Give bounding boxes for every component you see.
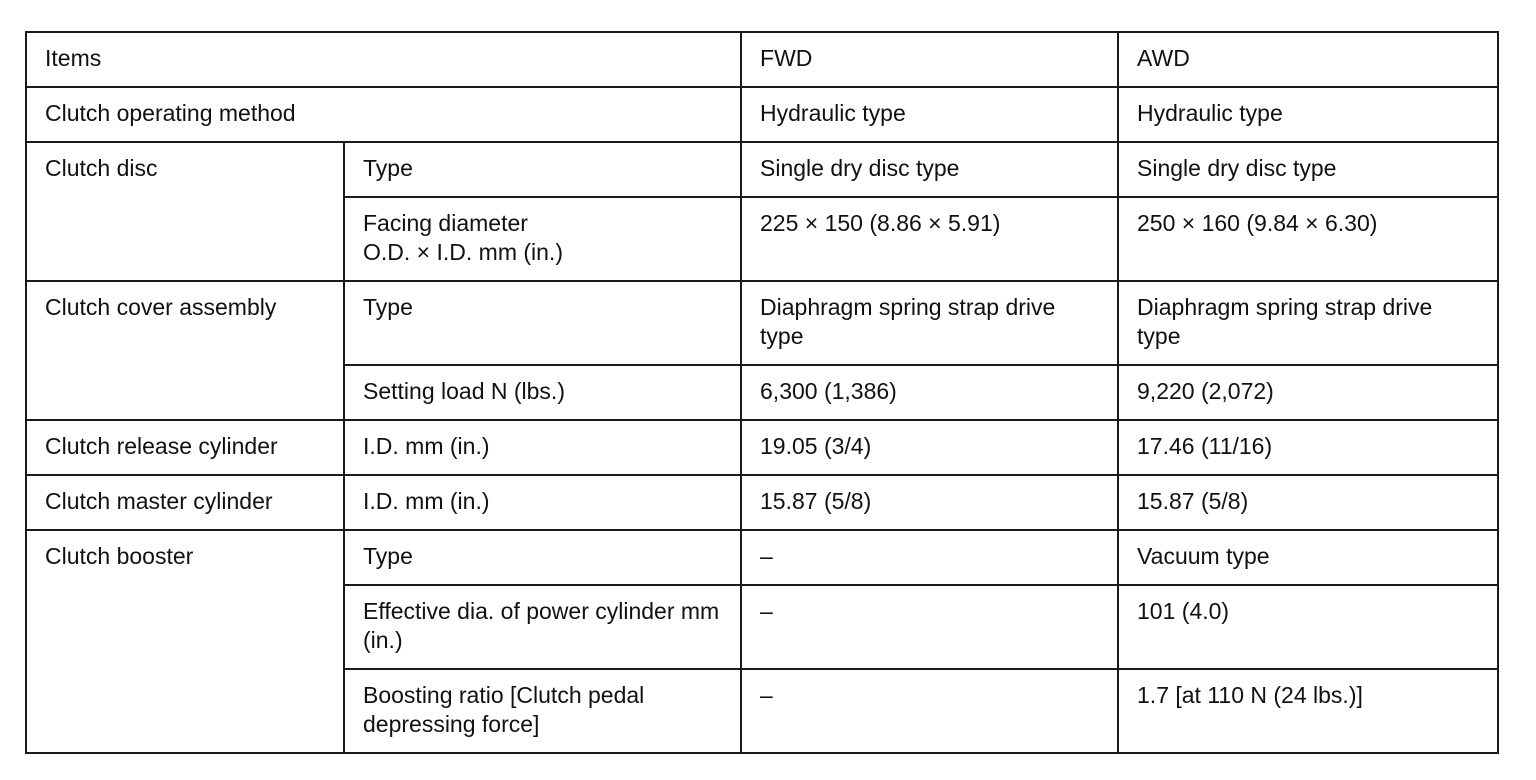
setting-load-awd: 9,220 (2,072) [1118, 365, 1498, 420]
master-cylinder-awd: 15.87 (5/8) [1118, 475, 1498, 530]
table-row [26, 142, 1498, 197]
clutch-disc-label: Clutch disc [26, 142, 344, 281]
master-cylinder-fwd: 15.87 (5/8) [741, 475, 1118, 530]
clutch-specifications-table [25, 31, 1499, 754]
booster-type-label: Type [344, 530, 741, 585]
operating-method-label: Clutch operating method [26, 87, 741, 142]
effective-dia-label: Effective dia. of power cylinder mm (in.) [344, 585, 741, 669]
fwd-header: FWD [741, 32, 1118, 87]
booster-label: Clutch booster [26, 530, 344, 753]
master-cylinder-label: Clutch master cylinder [26, 475, 344, 530]
booster-type-fwd: – [741, 530, 1118, 585]
table-row [26, 420, 1498, 475]
clutch-disc-type-label: Type [344, 142, 741, 197]
clutch-disc-type-fwd: Single dry disc type [741, 142, 1118, 197]
release-cylinder-sub: I.D. mm (in.) [344, 420, 741, 475]
operating-method-fwd: Hydraulic type [741, 87, 1118, 142]
table-row [26, 475, 1498, 530]
header-row [26, 32, 1498, 87]
boosting-ratio-awd: 1.7 [at 110 N (24 lbs.)] [1118, 669, 1498, 753]
facing-diameter-label: Facing diameter O.D. × I.D. mm (in.) [344, 197, 741, 281]
master-cylinder-sub: I.D. mm (in.) [344, 475, 741, 530]
facing-diameter-fwd: 225 × 150 (8.86 × 5.91) [741, 197, 1118, 281]
cover-assembly-label: Clutch cover assembly [26, 281, 344, 420]
setting-load-fwd: 6,300 (1,386) [741, 365, 1118, 420]
table-row [26, 530, 1498, 585]
operating-method-awd: Hydraulic type [1118, 87, 1498, 142]
cover-type-fwd: Diaphragm spring strap drive type [741, 281, 1118, 365]
items-header: Items [26, 32, 741, 87]
awd-header: AWD [1118, 32, 1498, 87]
boosting-ratio-label: Boosting ratio [Clutch pedal depressing force] [344, 669, 741, 753]
release-cylinder-awd: 17.46 (11/16) [1118, 420, 1498, 475]
boosting-ratio-fwd: – [741, 669, 1118, 753]
effective-dia-fwd: – [741, 585, 1118, 669]
cover-type-label: Type [344, 281, 741, 365]
booster-type-awd: Vacuum type [1118, 530, 1498, 585]
facing-diameter-awd: 250 × 160 (9.84 × 6.30) [1118, 197, 1498, 281]
release-cylinder-label: Clutch release cylinder [26, 420, 344, 475]
cover-type-awd: Diaphragm spring strap drive type [1118, 281, 1498, 365]
table-row [26, 281, 1498, 365]
release-cylinder-fwd: 19.05 (3/4) [741, 420, 1118, 475]
clutch-disc-type-awd: Single dry disc type [1118, 142, 1498, 197]
table-row [26, 87, 1498, 142]
setting-load-label: Setting load N (lbs.) [344, 365, 741, 420]
effective-dia-awd: 101 (4.0) [1118, 585, 1498, 669]
